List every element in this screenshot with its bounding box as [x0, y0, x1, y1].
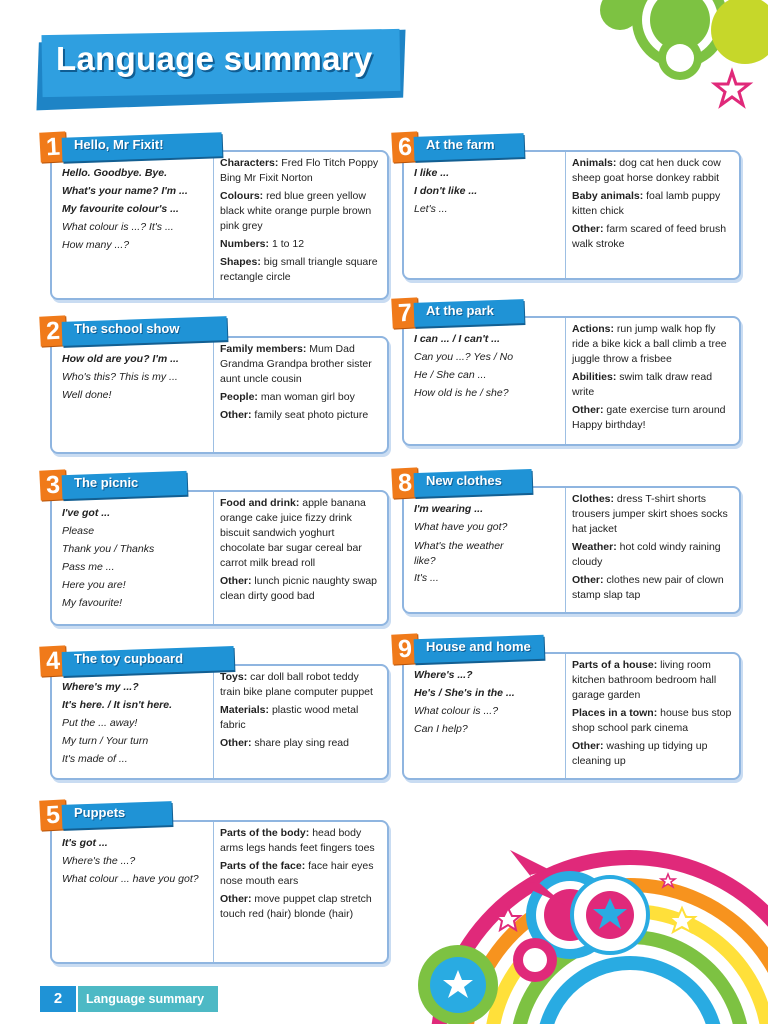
phrase: What's the weather	[414, 540, 504, 552]
vocab-label: Family members:	[220, 343, 307, 355]
phrase: I can ... / I can't ...	[414, 333, 500, 345]
vocab-group	[572, 156, 733, 186]
phrase: It's made of ...	[62, 753, 128, 765]
vocabulary-column	[214, 492, 387, 624]
phrase: It's got ...	[62, 837, 108, 849]
vocab-label: Toys:	[220, 671, 248, 683]
vocabulary-column	[214, 666, 387, 778]
vocab-label: Colours:	[220, 190, 264, 202]
vocab-label: Parts of a house:	[572, 659, 658, 671]
phrase: I'm wearing ...	[414, 503, 484, 515]
section-number: 5	[39, 799, 67, 830]
phrases-column	[404, 654, 566, 778]
phrase: I've got ...	[62, 507, 111, 519]
vocabulary-column	[566, 318, 739, 444]
vocabulary-column	[214, 152, 387, 298]
vocab-label: Other:	[572, 404, 604, 416]
phrase: Where's the ...?	[62, 855, 136, 867]
phrase: like?	[414, 555, 436, 567]
vocab-words: 1 to 12	[271, 238, 305, 250]
vocab-words: house bus stop shop school park cinema	[572, 707, 732, 734]
phrase: Put the ... away!	[62, 717, 138, 729]
phrase: What have you got?	[414, 521, 508, 533]
vocab-words: run jump walk hop fly ride a bike kick a ball climb a tree juggle throw a frisbee	[572, 323, 727, 365]
vocabulary-column	[566, 488, 739, 612]
phrases-column	[52, 152, 214, 298]
phrase: Let's ...	[414, 203, 448, 215]
vocab-group	[220, 255, 381, 285]
phrase: Hello. Goodbye. Bye.	[62, 167, 168, 179]
phrase: He's / She's in the ...	[414, 687, 515, 699]
title-banner	[38, 30, 408, 112]
phrase: My turn / Your turn	[62, 735, 149, 747]
vocab-group	[220, 574, 381, 604]
phrase: I don't like ...	[414, 185, 478, 197]
section-number: 9	[391, 633, 419, 664]
vocab-group	[220, 826, 381, 856]
vocab-group	[220, 670, 381, 700]
vocab-group	[572, 222, 733, 252]
vocab-label: Other:	[220, 893, 252, 905]
section-title: The school show	[74, 321, 180, 336]
phrases-column	[52, 492, 214, 624]
footer-label: Language summary	[78, 986, 218, 1012]
vocab-words: dog cat hen duck cow sheep goat horse donkey rabbit	[572, 157, 721, 184]
phrase: I like ...	[414, 167, 450, 179]
phrases-column	[52, 338, 214, 452]
vocab-label: People:	[220, 391, 258, 403]
vocabulary-column	[566, 152, 739, 278]
vocab-words: head body arms legs hands feet fingers toes	[220, 827, 375, 854]
phrase: How old are you? I'm ...	[62, 353, 179, 365]
phrase: Where's ...?	[414, 669, 473, 681]
section-number: 6	[391, 131, 419, 162]
vocab-group	[572, 370, 733, 400]
vocab-group	[220, 342, 381, 387]
vocab-words: apple banana orange cake juice fizzy drink biscuit sandwich yoghurt chocolate bar sugar cereal bar carrot milk bread roll	[220, 497, 366, 569]
phrase: My favourite colour's ...	[62, 203, 179, 215]
phrase: Can I help?	[414, 723, 468, 735]
section-number: 1	[39, 131, 67, 162]
vocab-words: share play sing read	[254, 737, 349, 749]
vocab-group	[572, 322, 733, 367]
phrase: Where's my ...?	[62, 681, 139, 693]
decorative-circles-top	[560, 0, 768, 140]
vocab-group	[572, 540, 733, 570]
vocab-group	[220, 892, 381, 922]
phrase: My favourite!	[62, 597, 123, 609]
vocab-words: man woman girl boy	[260, 391, 355, 403]
phrase: Can you ...? Yes / No	[414, 351, 514, 363]
section-number: 3	[39, 469, 67, 500]
vocab-words: dress T-shirt shorts trousers jumper skirt shoes socks hat jacket	[572, 493, 728, 535]
vocab-label: Other:	[220, 409, 252, 421]
section-number: 2	[39, 315, 67, 346]
vocab-words: foal lamb puppy kitten chick	[572, 190, 721, 217]
vocab-group	[572, 189, 733, 219]
section-title: At the farm	[426, 137, 495, 152]
section-title: Hello, Mr Fixit!	[74, 137, 164, 152]
vocab-group	[572, 492, 733, 537]
phrase: He / She can ...	[414, 369, 487, 381]
vocab-label: Clothes:	[572, 493, 614, 505]
vocab-words: clothes new pair of clown stamp slap tap	[572, 574, 724, 601]
vocab-group	[220, 408, 381, 423]
phrases-column	[52, 666, 214, 778]
phrase: What colour is ...? It's ...	[62, 221, 174, 233]
section-title: House and home	[426, 639, 531, 654]
vocab-words: farm scared of feed brush walk stroke	[572, 223, 727, 250]
phrase: What colour is ...?	[414, 705, 499, 717]
vocab-label: Animals:	[572, 157, 617, 169]
vocab-label: Parts of the body:	[220, 827, 310, 839]
section-number: 8	[391, 467, 419, 498]
phrases-column	[52, 822, 214, 962]
vocab-label: Other:	[572, 223, 604, 235]
decorative-circles-bottom	[400, 830, 768, 1024]
vocab-label: Materials:	[220, 704, 270, 716]
phrase: What's your name? I'm ...	[62, 185, 188, 197]
section-title: The picnic	[74, 475, 139, 490]
vocab-label: Other:	[220, 737, 252, 749]
section-number: 4	[39, 645, 67, 676]
vocab-label: Other:	[572, 574, 604, 586]
page-number: 2	[40, 986, 76, 1012]
vocab-label: Actions:	[572, 323, 614, 335]
vocab-group	[220, 189, 381, 234]
vocab-group	[220, 390, 381, 405]
vocab-words: gate exercise turn around Happy birthday!	[572, 404, 726, 431]
vocab-words: washing up tidying up cleaning up	[572, 740, 708, 767]
phrase: Here you are!	[62, 579, 126, 591]
section-title: Puppets	[74, 805, 126, 820]
vocab-words: lunch picnic naughty swap clean dirty good bad	[220, 575, 377, 602]
vocab-group	[220, 496, 381, 571]
phrase: What colour ... have you got?	[62, 873, 199, 885]
vocab-words: face hair eyes nose mouth ears	[220, 860, 374, 887]
vocab-words: swim talk draw read write	[572, 371, 713, 398]
phrases-column	[404, 152, 566, 278]
vocab-group	[572, 658, 733, 703]
phrases-column	[404, 488, 566, 612]
vocab-label: Numbers:	[220, 238, 270, 250]
vocab-label: Parts of the face:	[220, 860, 306, 872]
vocab-group	[220, 859, 381, 889]
vocabulary-column	[214, 822, 387, 962]
vocab-label: Baby animals:	[572, 190, 644, 202]
section-title: New clothes	[426, 473, 502, 488]
phrase: Please	[62, 525, 95, 537]
vocab-words: living room kitchen bathroom bedroom hall garage garden	[572, 659, 717, 701]
vocab-words: red blue green yellow black white orange purple brown pink grey	[220, 190, 372, 232]
phrase: How old is he / she?	[414, 387, 509, 399]
phrase: Pass me ...	[62, 561, 115, 573]
section-title: At the park	[426, 303, 494, 318]
phrase: It's here. / It isn't here.	[62, 699, 173, 711]
vocab-words: family seat photo picture	[254, 409, 369, 421]
section-number: 7	[391, 297, 419, 328]
vocabulary-column	[214, 338, 387, 452]
phrase: How many ...?	[62, 239, 130, 251]
vocab-words: move puppet clap stretch touch red (hair) blonde (hair)	[220, 893, 372, 920]
section-title: The toy cupboard	[74, 651, 184, 666]
vocab-group	[220, 156, 381, 186]
vocab-words: Fred Flo Titch Poppy Bing Mr Fixit Norton	[220, 157, 379, 184]
vocab-group	[572, 739, 733, 769]
vocab-label: Other:	[220, 575, 252, 587]
vocab-label: Places in a town:	[572, 707, 658, 719]
vocab-label: Abilities:	[572, 371, 617, 383]
vocabulary-column	[566, 654, 739, 778]
phrase: Well done!	[62, 389, 112, 401]
vocab-words: plastic wood metal fabric	[220, 704, 359, 731]
vocab-words: hot cold windy raining cloudy	[572, 541, 721, 568]
phrase: Who's this? This is my ...	[62, 371, 178, 383]
vocab-label: Food and drink:	[220, 497, 300, 509]
vocab-group	[220, 736, 381, 751]
vocab-label: Shapes:	[220, 256, 261, 268]
page-title: Language summary	[56, 40, 373, 77]
vocab-group	[220, 703, 381, 733]
vocab-label: Other:	[572, 740, 604, 752]
phrase: Thank you / Thanks	[62, 543, 155, 555]
vocab-words: Mum Dad Grandma Grandpa brother sister aunt uncle cousin	[220, 343, 372, 385]
vocab-group	[220, 237, 381, 252]
vocab-label: Characters:	[220, 157, 279, 169]
vocab-group	[572, 706, 733, 736]
phrase: It's ...	[414, 572, 439, 584]
vocab-label: Weather:	[572, 541, 617, 553]
vocab-group	[572, 403, 733, 433]
vocab-group	[572, 573, 733, 603]
vocab-words: big small triangle square rectangle circle	[220, 256, 378, 283]
vocab-words: car doll ball robot teddy train bike plane computer puppet	[220, 671, 373, 698]
phrases-column	[404, 318, 566, 444]
